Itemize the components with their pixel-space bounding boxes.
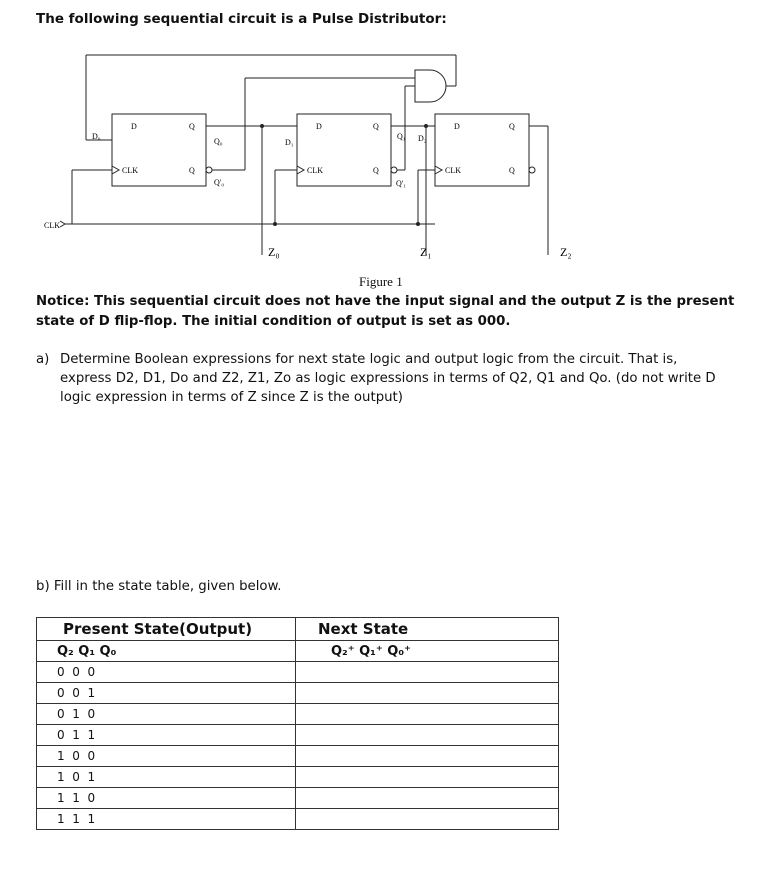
table-row [37, 767, 559, 788]
table-row [37, 746, 559, 767]
circuit-diagram [0, 0, 761, 280]
next-state-cell[interactable] [296, 788, 559, 809]
next-state-cell[interactable] [296, 683, 559, 704]
table-row [37, 809, 559, 830]
present-state-cell: 0 1 0 [37, 704, 296, 725]
present-state-cell: 1 0 1 [37, 767, 296, 788]
z0-label: Z₀ [268, 245, 280, 259]
next-state-cell[interactable] [296, 809, 559, 830]
ff2-qbar-pin: Q [509, 166, 515, 175]
ff1-q-pin: Q [373, 122, 379, 131]
ff2-clk-pin: CLK [445, 166, 461, 175]
q0-bar-label: Q'₀ [214, 178, 225, 187]
ff2-q-pin: Q [509, 122, 515, 131]
question-a-label: a) [36, 352, 50, 367]
table-row [37, 788, 559, 809]
ff1-qbar-pin: Q [373, 166, 379, 175]
present-state-cell: 0 0 1 [37, 683, 296, 704]
present-state-cell: 0 1 1 [37, 725, 296, 746]
table-row [37, 662, 559, 683]
ff1-clk-pin: CLK [307, 166, 323, 175]
d1-label: D₁ [285, 138, 294, 147]
q1-bar-label: Q'₁ [396, 179, 407, 188]
notice-text: Notice: This sequential circuit does not have the input signal and the output Z is the present state of D flip-flop. The initial condition of output is set as 000. [36, 294, 735, 329]
table-row [37, 683, 559, 704]
z2-label: Z₂ [560, 245, 572, 259]
present-state-subheader: Q₂ Q₁ Q₀ [37, 641, 296, 662]
next-state-cell[interactable] [296, 767, 559, 788]
present-state-cell: 0 0 0 [37, 662, 296, 683]
next-state-cell[interactable] [296, 746, 559, 767]
q0-label: Q₀ [214, 137, 223, 146]
flipflop-2-box [435, 114, 529, 186]
question-a-text: Determine Boolean expressions for next state logic and output logic from the circuit. That is, express D2, D1, Do and Z2, Z1, Zo as logic expressions in terms of Q2, Q1 and Qo. (do not write D logic expression in terms of Z since Z is the output) [60, 352, 716, 405]
state-table [36, 617, 559, 830]
present-state-cell: 1 0 0 [37, 746, 296, 767]
question-b: b) Fill in the state table, given below. [36, 579, 282, 594]
q1-label: Q₁ [397, 132, 406, 141]
present-state-header: Present State(Output) [37, 618, 296, 641]
ff0-d-pin: D [131, 122, 137, 131]
z1-label: Z₁ [420, 245, 432, 259]
next-state-cell[interactable] [296, 662, 559, 683]
d0-label: D₀ [92, 132, 101, 141]
ff1-d-pin: D [316, 122, 322, 131]
ff0-qbar-pin: Q [189, 166, 195, 175]
next-state-cell[interactable] [296, 725, 559, 746]
ff2-d-pin: D [454, 122, 460, 131]
present-state-cell: 1 1 1 [37, 809, 296, 830]
figure-caption: Figure 1 [359, 274, 403, 289]
question-a [36, 350, 726, 407]
table-row [37, 725, 559, 746]
clk-label: CLK [44, 221, 60, 230]
page-title: The following sequential circuit is a Pulse Distributor: [36, 11, 447, 27]
ff0-q-pin: Q [189, 122, 195, 131]
d2-label: D₂ [418, 134, 427, 143]
next-state-header: Next State [296, 618, 559, 641]
present-state-cell: 1 1 0 [37, 788, 296, 809]
next-state-subheader: Q₂⁺ Q₁⁺ Q₀⁺ [296, 641, 559, 662]
ff0-clk-pin: CLK [122, 166, 138, 175]
table-row [37, 704, 559, 725]
next-state-cell[interactable] [296, 704, 559, 725]
